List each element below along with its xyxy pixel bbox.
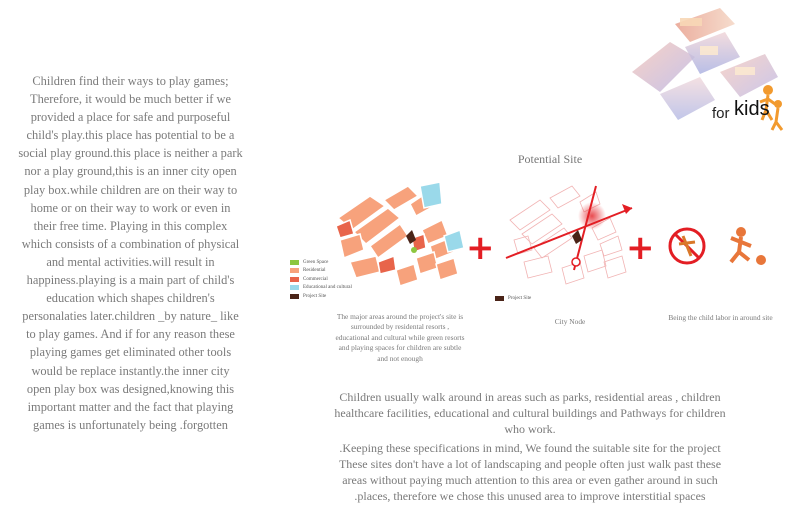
city-node-map	[500, 178, 640, 300]
legend-item: Green Space	[290, 258, 352, 267]
plus-sign: +	[466, 228, 495, 268]
landuse-caption: The major areas around the project's site is surrounded by residental resorts , educational and cultural while green resorts and playing spaces for children are subtle and not enough	[335, 312, 465, 363]
legend-swatch	[290, 294, 299, 299]
legend-item: Commercial	[290, 275, 352, 284]
site-description-p2: .Keeping these specifications in mind, We found the suitable site for the project These sites don't have a lot of landscaping and people often just walk past these areas without paying much attention to this area or even gather around in such .places, therefore we chose this unused area to improve interstitial spaces	[338, 440, 722, 504]
site-description	[330, 389, 730, 504]
legend-swatch	[290, 268, 299, 273]
node-legend: Project Site	[495, 296, 531, 301]
node-ring	[572, 258, 580, 266]
site-description-p1: Children usually walk around in areas such as parks, residential areas , children healthcare facilities, educational and cultural buildings and Pathways for children who work.	[334, 390, 726, 437]
hero-rendering	[600, 2, 800, 147]
plus-sign: +	[626, 228, 655, 268]
landuse-legend	[290, 258, 352, 301]
city-node-caption: City Node	[554, 317, 586, 326]
legend-swatch	[290, 277, 299, 282]
ball-icon	[756, 255, 766, 265]
kid-figure-icon	[763, 85, 773, 95]
intro-paragraph: Children find their ways to play games; Therefore, it would be much better if we provided a place for safe and purposeful child's play.this place has potential to be a social play ground.this place is neither a park nor a play ground,this is an inner city open play box.while children are on their way to home or on their way to work or even in their free time. Playing in this complex which consists of a combination of physical and mental activities.will result in happiness.playing is a main part of child's education which shapes children's personalaties later.children _by nature_ like to play games. And if for any reason these playing games get eliminated other tools would be replace instantly.the inner city open play box was designed,knowing this important matter and the fact that playing games is unfortunately being .forgotten	[18, 74, 243, 432]
child-labor-graphic	[665, 212, 775, 282]
legend-swatch	[290, 285, 299, 290]
brand-for: for	[712, 105, 730, 122]
child-labor-caption: Being the child labor in around site	[668, 313, 773, 322]
arrow-head-icon	[622, 204, 632, 214]
playing-kid-icon	[736, 227, 746, 237]
section-title: Potential Site	[517, 152, 583, 166]
legend-item: Educational and cultural	[290, 284, 352, 293]
legend-item: Project Site	[290, 292, 352, 301]
legend-item: Residential	[290, 267, 352, 276]
legend-swatch	[290, 260, 299, 265]
brand-kids: kids	[734, 98, 770, 120]
legend-swatch	[495, 296, 504, 301]
